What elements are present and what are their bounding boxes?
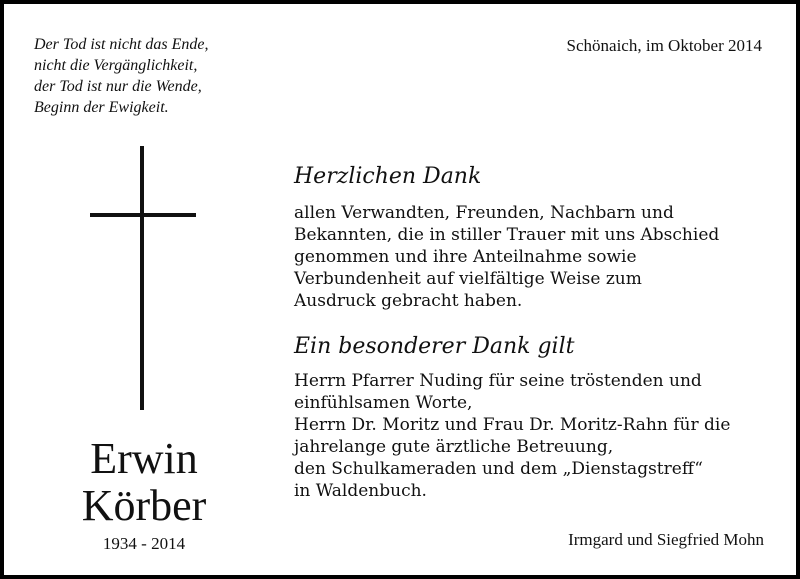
thanks-line: genommen und ihre Anteilnahme sowie (294, 247, 637, 267)
cross-icon-vertical (140, 146, 144, 410)
thanks-paragraph (294, 202, 774, 312)
place-and-date: Schönaich, im Oktober 2014 (566, 36, 762, 55)
motto-line: nicht die Vergänglichkeit, (34, 57, 198, 74)
signature: Irmgard und Siegfried Mohn (568, 530, 764, 549)
deceased-first-name: Erwin (90, 434, 198, 483)
special-thanks-line: jahrelange gute ärztliche Betreuung, (294, 437, 614, 457)
thanks-line: allen Verwandten, Freunden, Nachbarn und (294, 203, 674, 223)
special-thanks-paragraph (294, 370, 774, 502)
motto-line: Der Tod ist nicht das Ende, (34, 36, 209, 53)
special-thanks-line: Herrn Dr. Moritz und Frau Dr. Moritz-Rahn für die (294, 415, 731, 435)
special-thanks-line: einfühlsamen Worte, (294, 393, 473, 413)
thanks-line: Verbundenheit auf vielfältige Weise zum (294, 269, 642, 289)
motto-verse (34, 34, 284, 118)
thanks-line: Ausdruck gebracht haben. (294, 291, 523, 311)
life-years: 1934 - 2014 (102, 534, 186, 553)
thanks-heading: Herzlichen Dank (294, 164, 482, 189)
special-thanks-heading: Ein besonderer Dank gilt (294, 334, 575, 359)
thanks-line: Bekannten, die in stiller Trauer mit uns Abschied (294, 225, 720, 245)
special-thanks-line: Herrn Pfarrer Nuding für seine tröstenden und (294, 371, 702, 391)
deceased-last-name: Körber (81, 481, 207, 530)
cross-icon-horizontal (90, 213, 196, 217)
special-thanks-line: in Waldenbuch. (294, 481, 427, 501)
special-thanks-line: den Schulkameraden und dem „Dienstagstreff“ (294, 459, 703, 479)
motto-line: der Tod ist nur die Wende, (34, 78, 202, 95)
motto-line: Beginn der Ewigkeit. (34, 99, 169, 116)
